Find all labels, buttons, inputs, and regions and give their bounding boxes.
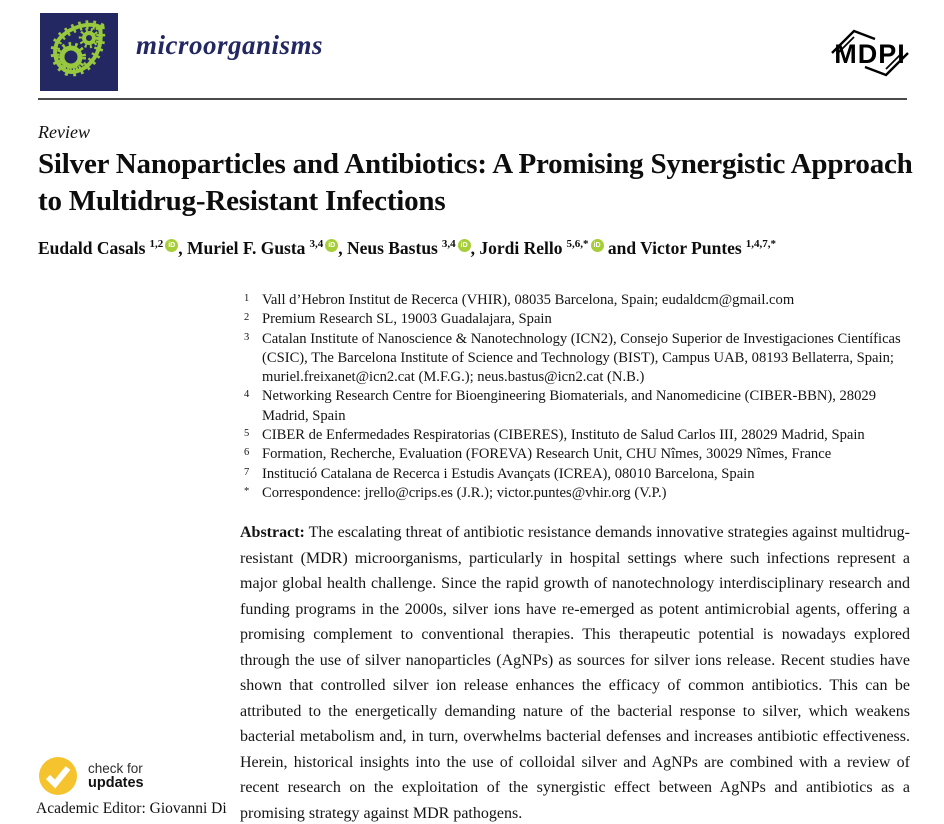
article-type-label: Review (38, 122, 90, 142)
abstract-text: The escalating threat of antibiotic resistance demands innovative strategies against multidrug-resistant (MDR) microorganisms, particularly in hospital settings where such infections represent a major global health challenge. Since the rapid growth of nanotechnology interdisciplinary research and funding programs in the 2000s, silver ions have re-emerged as potent antimicrobial agents, offering a promising complement to conventional therapies. This therapeutic potential is nowadays explored through the use of silver nanoparticles (AgNPs) as sources for silver ions release. Recent studies have shown that controlled silver ion release enhances the efficacy of common antibiotics. This can be attributed to the energetically demanding nature of the bacterial response to silver, which weakens bacterial metabolism and, in turn, overwhelms bacterial defenses and increases antibiotic effectiveness. Herein, historical insights into the use of colloidal silver and AgNPs are combined with a review of recent research on the exploitation of the synergistic effect between AgNPs and antibiotics as a promising strategy against MDR pathogens. (240, 524, 910, 822)
author-affiliation-sup: 3,4 (309, 238, 324, 251)
affiliation-item (244, 330, 916, 388)
header-divider (38, 98, 907, 100)
affiliation-marker: 6 (244, 447, 250, 459)
orcid-label: iD (168, 242, 176, 250)
affiliation-marker: 1 (244, 293, 250, 304)
author (347, 238, 479, 258)
affiliation-marker: 7 (244, 466, 250, 478)
affiliation-item (244, 291, 916, 310)
author (38, 238, 187, 258)
author (640, 238, 776, 258)
affiliation-item (244, 387, 916, 426)
journal-name: microorganisms (136, 29, 324, 60)
mdpi-hexagon-icon (828, 25, 912, 81)
crossmark-line2: updates (88, 775, 144, 791)
affiliation-text: Premium Research SL, 19003 Guadalajara, Spain (262, 311, 552, 328)
author-name: Victor Puntes (640, 238, 742, 258)
affiliation-text: Institució Catalana de Recerca i Estudis Avançats (ICREA), 08010 Barcelona, Spain (262, 465, 755, 482)
abstract-label: Abstract: (240, 524, 305, 541)
author-affiliation-sup: 1,2 (149, 238, 164, 251)
affiliation-item (244, 484, 916, 503)
abstract (240, 520, 910, 824)
orcid-label: iD (460, 242, 468, 250)
affiliation-marker: 4 (244, 389, 250, 401)
author-affiliation-sup: 5,6,* (566, 238, 589, 251)
affiliation-marker: 3 (244, 331, 250, 343)
affiliation-text: Correspondence: jrello@crips.es (J.R.); victor.puntes@vhir.org (V.P.) (262, 484, 667, 501)
author-line (38, 238, 928, 259)
author-name: Jordi Rello (479, 238, 563, 258)
microbe-icon (40, 13, 118, 91)
author-name: Eudald Casals (38, 238, 146, 258)
author-affiliation-sup: 3,4 (441, 238, 456, 251)
article-title: Silver Nanoparticles and Antibiotics: A Promising Synergistic Approach to Multidrug-Resistant Infections (38, 148, 913, 217)
mdpi-logo (828, 25, 912, 86)
affiliation-text: Catalan Institute of Nanoscience & Nanotechnology (ICN2), Consejo Superior de Investigaciones Científicas (CSIC), The Barcelona Institute of Science and Technology (BIST), Campus UAB, 08193 Bellaterra, Spain; muriel.freixanet@icn2.cat (M.F.G.); neus.bastus@icn2.cat (N.B.) (262, 330, 901, 386)
journal-logo (40, 13, 323, 91)
microorganisms-logo-icon (40, 13, 118, 91)
author-separator: , (470, 238, 480, 258)
affiliation-item (244, 465, 916, 484)
affiliation-text: Networking Research Centre for Bioengineering Biomaterials, and Nanomedicine (CIBER-BBN), 28029 Madrid, Spain (262, 388, 876, 424)
affiliation-text: Vall d’Hebron Institut de Recerca (VHIR), 08035 Barcelona, Spain; eudaldcm@gmail.com (262, 292, 795, 308)
check-for-updates-badge[interactable] (38, 756, 144, 796)
author (187, 238, 347, 258)
affiliation-marker: * (244, 485, 250, 497)
author-affiliation-sup: 1,4,7,* (745, 238, 776, 251)
orcid-icon[interactable] (165, 239, 178, 252)
author-separator: and (603, 238, 641, 258)
author-separator: , (178, 238, 187, 258)
author-name: Neus Bastus (346, 238, 438, 258)
affiliation-marker: 5 (244, 428, 250, 440)
affiliation-item (244, 426, 916, 445)
crossmark-label (88, 761, 144, 791)
orcid-icon[interactable] (591, 239, 604, 252)
affiliation-item (244, 445, 916, 464)
mdpi-wordmark: MDPI (834, 39, 906, 69)
orcid-label: iD (593, 242, 601, 250)
crossmark-line1: check for (88, 761, 143, 776)
affiliation-text: Formation, Recherche, Evaluation (FOREVA) Research Unit, CHU Nîmes, 30029 Nîmes, France (262, 446, 832, 463)
author-name: Muriel F. Gusta (186, 238, 306, 258)
author (479, 238, 640, 258)
orcid-label: iD (328, 242, 336, 250)
affiliation-item (244, 310, 916, 329)
author-separator: , (338, 238, 347, 258)
affiliation-marker: 2 (244, 312, 250, 324)
orcid-icon[interactable] (458, 239, 471, 252)
affiliation-list (244, 291, 916, 503)
crossmark-check-icon (38, 756, 78, 796)
academic-editor: Academic Editor: Giovanni Di (36, 800, 227, 817)
affiliation-text: CIBER de Enfermedades Respiratorias (CIBERES), Instituto de Salud Carlos III, 28029 Madrid, Spain (262, 427, 865, 444)
orcid-icon[interactable] (325, 239, 338, 252)
